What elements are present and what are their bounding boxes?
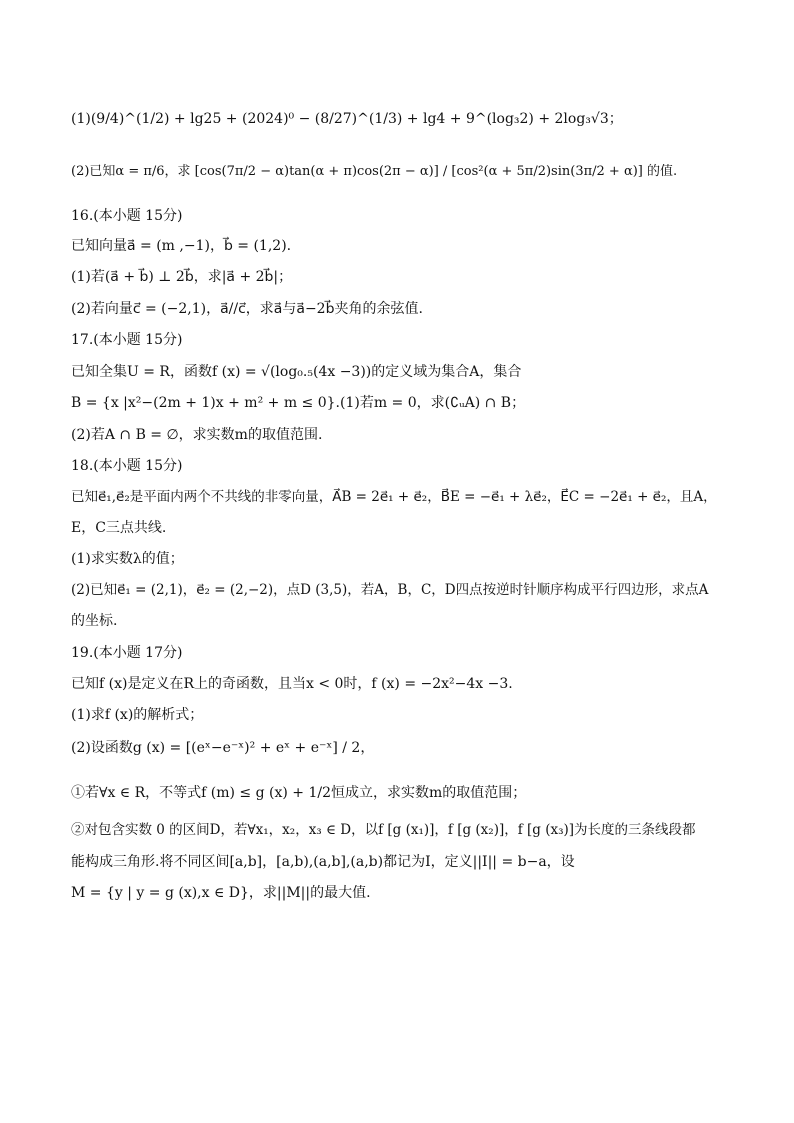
problem-15-part-1: (1)(9/4)^(1/2) + lg25 + (2024)⁰ − (8/27)^(1/3) + lg4 + 9^(log₃2) + 2log₃√3； <box>71 111 623 127</box>
problem-16-part-2: (2)若向量c⃗ = (−2,1)，a⃗//c⃗，求a⃗与a⃗−2b⃗夹角的余弦值. <box>71 301 423 317</box>
problem-17-stem-2: B = {x |x²−(2m + 1)x + m² + m ≤ 0}.(1)若m = 0，求(∁ᵤA) ∩ B； <box>71 395 526 411</box>
problem-18-stem-2: E，C三点共线. <box>71 520 167 536</box>
problem-19-item-2-end: M = {y | y = g (x),x ∈ D}，求||M||的最大值. <box>71 885 371 901</box>
problem-18-part-2-cont: 的坐标. <box>71 613 118 629</box>
problem-19-part-2: (2)设函数g (x) = [(eˣ−e⁻ˣ)² + eˣ + e⁻ˣ] / 2， <box>71 740 375 756</box>
problem-18-part-1: (1)求实数λ的值； <box>71 551 184 567</box>
problem-18-header: 18.(本小题 15分) <box>71 458 183 474</box>
problem-19-stem: 已知f (x)是定义在R上的奇函数，且当x < 0时，f (x) = −2x²−4x −3. <box>71 676 513 692</box>
problem-17-part-2: (2)若A ∩ B = ∅，求实数m的取值范围. <box>71 427 323 443</box>
problem-19-item-2: ②对包含实数 0 的区间D，若∀x₁，x₂，x₃ ∈ D，以f [g (x₁)]，f [g (x₂)]，f [g (x₃)]为长度的三条线段都 <box>71 822 696 838</box>
problem-19-item-2-cont: 能构成三角形.将不同区间[a,b]，[a,b),(a,b],(a,b)都记为I，定义||I|| = b−a，设 <box>71 854 575 870</box>
problem-19-item-1: ①若∀x ∈ R，不等式f (m) ≤ g (x) + 1/2恒成立，求实数m的取值范围； <box>71 785 527 801</box>
problem-18-part-2: (2)已知e⃗₁ = (2,1)，e⃗₂ = (2,−2)，点D (3,5)，若A，B，C，D四点按逆时针顺序构成平行四边形，求点A <box>71 582 709 598</box>
problem-15-part-2: (2)已知α = π/6，求 [cos(7π/2 − α)tan(α + π)cos(2π − α)] / [cos²(α + 5π/2)sin(3π/2 + α)] 的值. <box>71 164 678 179</box>
problem-16-stem: 已知向量a⃗ = (m ,−1)，b⃗ = (1,2). <box>71 238 292 254</box>
problem-16-part-1: (1)若(a⃗ + b⃗) ⊥ 2b⃗，求|a⃗ + 2b⃗|； <box>71 269 293 285</box>
problem-17-header: 17.(本小题 15分) <box>71 332 183 348</box>
problem-19-part-1: (1)求f (x)的解析式； <box>71 707 204 723</box>
problem-17-stem-1: 已知全集U = R，函数f (x) = √(log₀.₅(4x −3))的定义域为集合A，集合 <box>71 364 522 380</box>
problem-19-header: 19.(本小题 17分) <box>71 645 183 661</box>
problem-18-stem-1: 已知e⃗₁,e⃗₂是平面内两个不共线的非零向量，A⃗B = 2e⃗₁ + e⃗₂，B⃗E = −e⃗₁ + λe⃗₂，E⃗C = −2e⃗₁ + e⃗₂，且A， <box>71 489 717 505</box>
problem-16-header: 16.(本小题 15分) <box>71 208 183 224</box>
